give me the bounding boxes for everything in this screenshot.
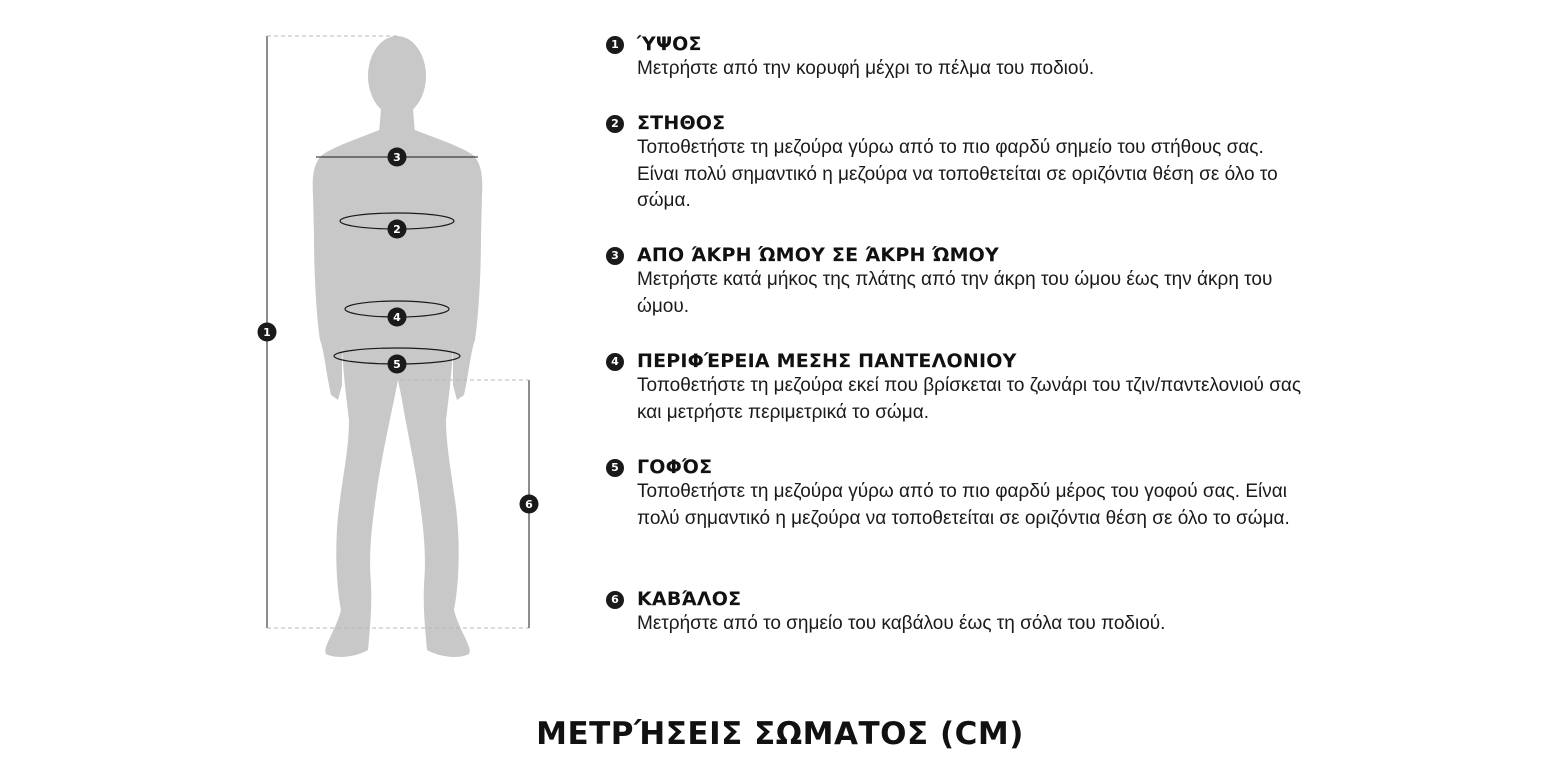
marker-5-label: 5 [393,358,401,371]
number-badge: 1 [606,36,624,54]
item-description: Τοποθετήστε τη μεζούρα γύρω από το πιο φαρδύ μέρος του γοφού σας. Είναι πολύ σημαντικό η μεζούρα να τοποθετείται σε οριζόντια θέση σε όλο το σώμα. [637,481,1290,529]
item-title: ΣΤΗΘΟΣ [637,112,726,134]
item-description: Μετρήστε από την κορυφή μέχρι το πέλμα του ποδιού. [637,58,1095,79]
marker-6-label: 6 [525,498,533,511]
item-title: ΓΟΦΌΣ [637,456,713,478]
number-badge: 5 [606,459,624,477]
item-title: ΠΕΡΙΦΈΡΕΙΑ ΜΕΣΗΣ ΠΑΝΤΕΛΟΝΙΟΥ [637,350,1017,372]
number-badge: 4 [606,353,624,371]
body-silhouette [313,36,483,657]
number-badge: 2 [606,115,624,133]
number-badge: 6 [606,591,624,609]
item-description: Μετρήστε από το σημείο του καβάλου έως τη σόλα του ποδιού. [637,613,1166,634]
number-badge: 3 [606,247,624,265]
marker-4-label: 4 [393,311,401,324]
item-description: Τοποθετήστε τη μεζούρα εκεί που βρίσκεται το ζωνάρι του τζιν/παντελονιού σας και μετρήστε περιμετρικά το σώμα. [637,375,1302,423]
marker-2-label: 2 [393,223,401,236]
marker-1-label: 1 [263,326,271,339]
page-title: ΜΕΤΡΉΣΕΙΣ ΣΩΜΑΤΟΣ (CM) [536,716,1024,752]
body-figure [240,20,540,670]
item-description: Τοποθετήστε τη μεζούρα γύρω από το πιο φαρδύ σημείο του στήθους σας. Είναι πολύ σημαντικό η μεζούρα να τοποθετείται σε οριζόντια θέση σε όλο το σώμα. [637,137,1278,211]
item-description: Μετρήστε κατά μήκος της πλάτης από την άκρη του ώμου έως την άκρη του ώμου. [637,269,1273,317]
torso-shape [313,130,483,657]
item-title: ΑΠΟ ΆΚΡΗ ΏΜΟΥ ΣΕ ΆΚΡΗ ΏΜΟΥ [637,244,999,266]
item-title: ΎΨΟΣ [637,33,702,55]
marker-3-label: 3 [393,151,401,164]
head-shape [368,36,426,116]
item-title: ΚΑΒΆΛΟΣ [637,588,742,610]
